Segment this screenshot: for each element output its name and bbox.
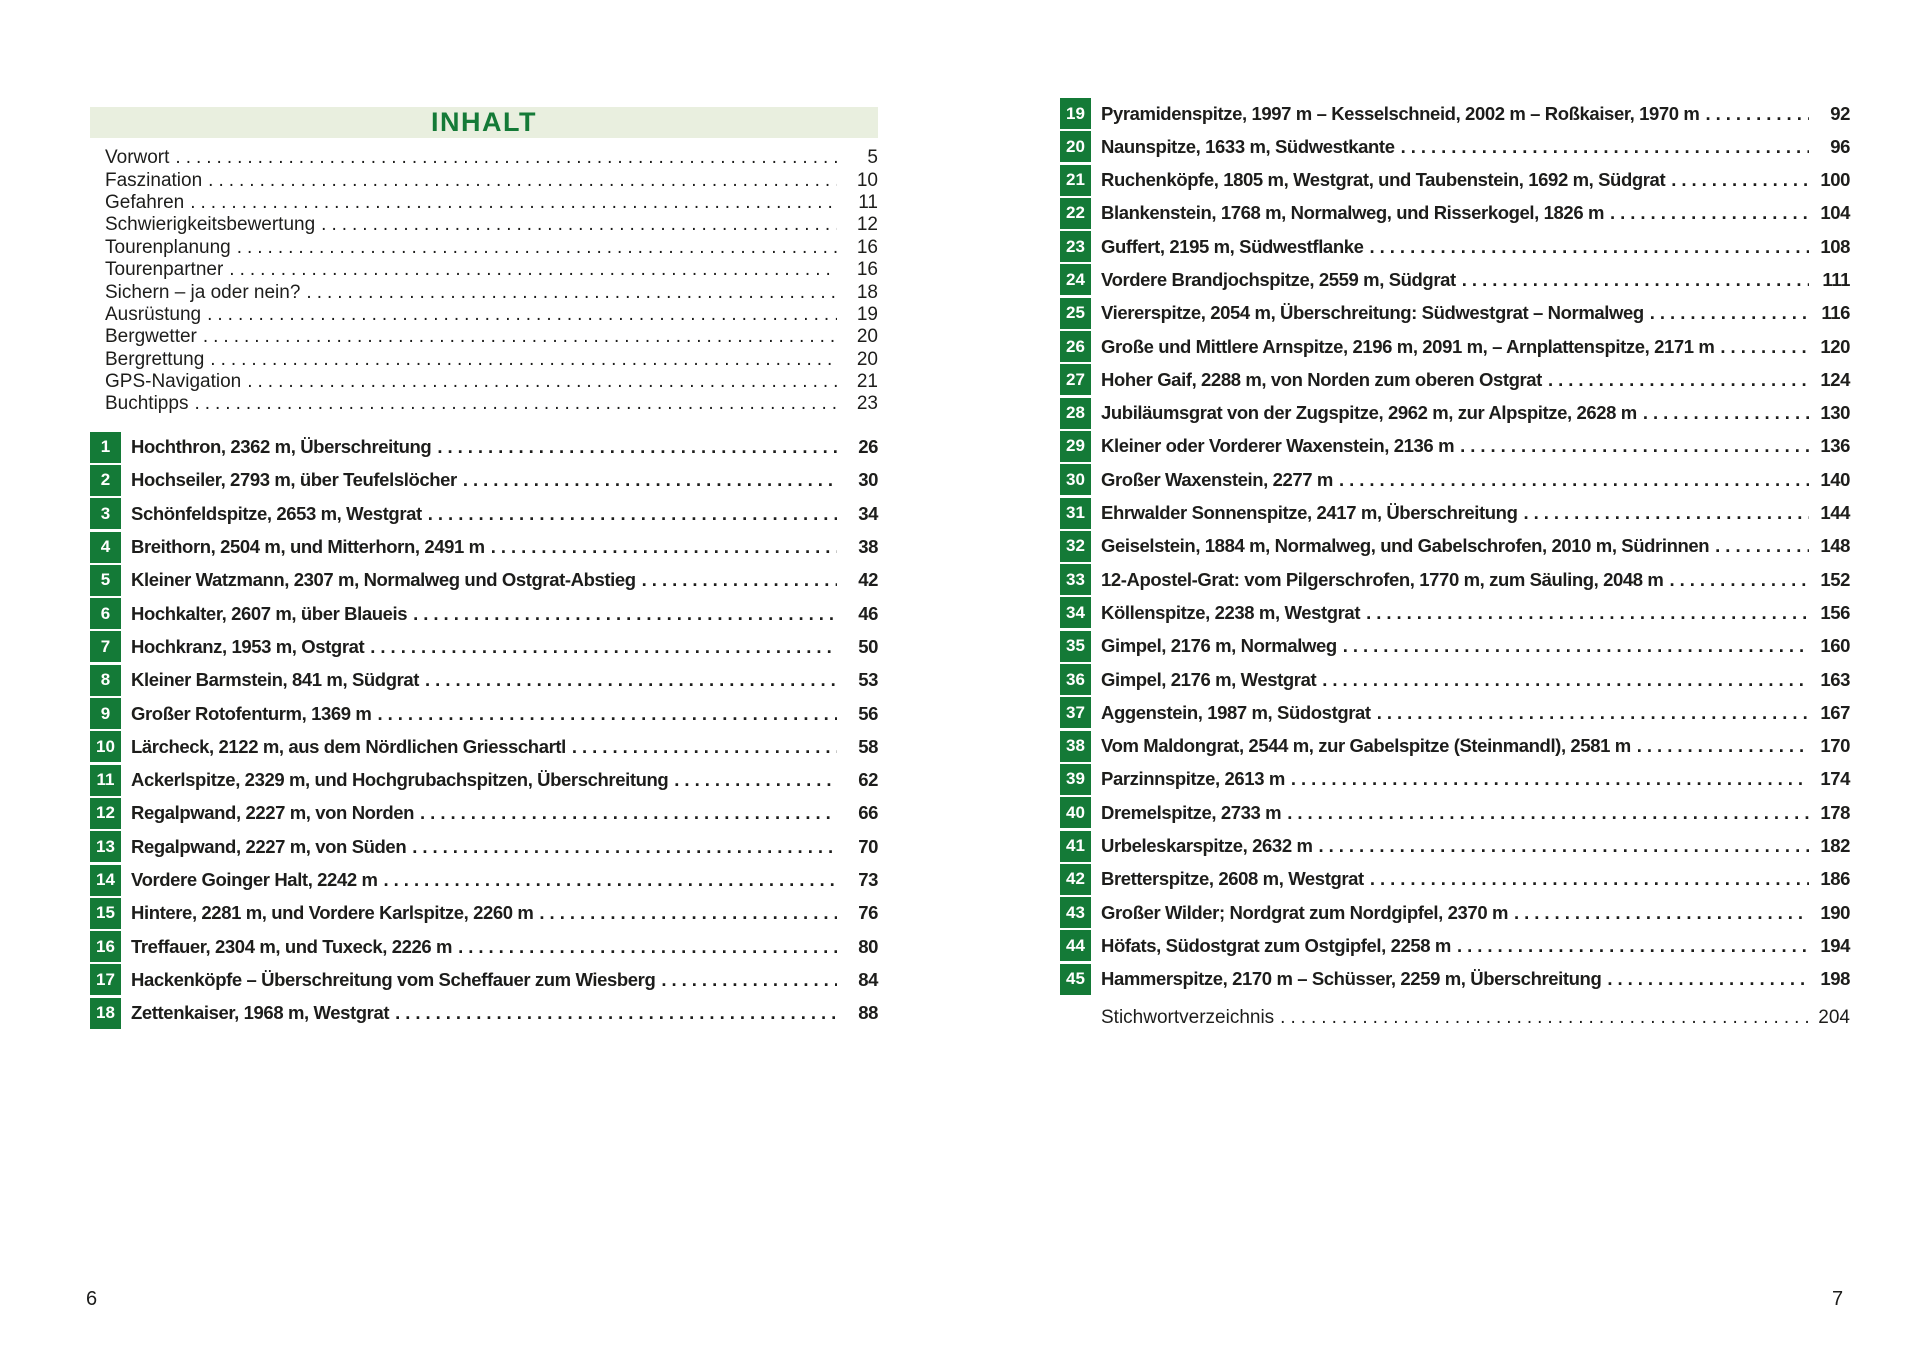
entry-number-badge: 42 [1060, 864, 1091, 895]
toc-entry-title: Vordere Goinger Halt, 2242 m [131, 869, 378, 891]
toc-entry-title: Regalpwand, 2227 m, von Süden [131, 835, 407, 857]
dot-leader [642, 569, 837, 591]
toc-entry-page-number: 16 [856, 259, 878, 281]
toc-entry-page-number: 76 [858, 902, 878, 924]
entry-number-badge: 34 [1060, 597, 1091, 628]
toc-entry-row [90, 432, 878, 463]
toc-entry-page-number: 26 [858, 436, 878, 458]
toc-entry-page-number: 170 [1820, 735, 1850, 757]
entry-number-badge: 33 [1060, 564, 1091, 595]
toc-entry-row [90, 731, 878, 762]
toc-entry-page-number: 160 [1820, 635, 1850, 657]
entry-number-badge: 23 [1060, 231, 1091, 262]
entry-number-badge: 38 [1060, 731, 1091, 762]
toc-entry-row [90, 964, 878, 995]
toc-entry-title: 12-Apostel-Grat: vom Pilgerschrofen, 1770 m, zum Säuling, 2048 m [1101, 568, 1664, 590]
toc-entry-row [1060, 831, 1850, 862]
toc-entry-row [1060, 98, 1850, 129]
toc-entry-page-number: 12 [856, 214, 878, 236]
toc-entry-row [1060, 664, 1850, 695]
toc-entry-row [90, 798, 878, 829]
toc-entry-page-number: 148 [1820, 535, 1850, 557]
dot-leader [428, 503, 837, 525]
toc-entry-page-number: 120 [1820, 335, 1850, 357]
entry-number-badge: 12 [90, 798, 121, 829]
toc-entry-page-number: 174 [1820, 768, 1850, 790]
toc-entry-page-number: 190 [1820, 901, 1850, 923]
toc-entry-page-number: 38 [858, 536, 878, 558]
tour-entries-left [90, 432, 878, 1029]
toc-entry-page-number: 20 [856, 348, 878, 370]
toc-entry-page-number: 130 [1820, 402, 1850, 424]
entry-number-badge: 20 [1060, 131, 1091, 162]
toc-entry-label: Buchtipps [105, 393, 189, 415]
toc-entry-row [90, 931, 878, 962]
entry-number-badge: 31 [1060, 498, 1091, 529]
toc-entry-title: Hackenköpfe – Überschreitung vom Scheffauer zum Wiesberg [131, 968, 656, 990]
toc-entry-label: Tourenpartner [105, 259, 224, 281]
toc-front-matter-row [105, 393, 878, 415]
toc-entry-page-number: 34 [858, 502, 878, 524]
entry-number-badge: 27 [1060, 364, 1091, 395]
toc-entry-page-number: 11 [858, 191, 878, 213]
toc-entry-page-number: 198 [1820, 968, 1850, 990]
toc-entry-title: Geiselstein, 1884 m, Normalweg, und Gabelschrofen, 2010 m, Südrinnen [1101, 535, 1710, 557]
toc-entry-row [90, 665, 878, 696]
entry-number-badge: 4 [90, 532, 121, 563]
toc-entry-row [90, 865, 878, 896]
toc-entry-title: Hochthron, 2362 m, Überschreitung [131, 436, 432, 458]
toc-entry-row [90, 565, 878, 596]
toc-entry-page-number: 70 [858, 835, 878, 857]
toc-entry-page-number: 42 [858, 569, 878, 591]
toc-entry-page-number: 116 [1821, 302, 1850, 324]
dot-leader [175, 147, 837, 169]
toc-entry-page-number: 163 [1820, 668, 1850, 690]
toc-entry-page-number: 80 [858, 935, 878, 957]
toc-entry-title: Gimpel, 2176 m, Westgrat [1101, 668, 1317, 690]
dot-leader [1401, 136, 1809, 158]
dot-leader [437, 436, 837, 458]
dot-leader [413, 603, 837, 625]
toc-front-matter-row [1101, 1003, 1850, 1034]
toc-entry-page-number: 88 [858, 1002, 878, 1024]
dot-leader [420, 802, 837, 824]
toc-entry-page-number: 19 [856, 303, 878, 325]
toc-entry-page-number: 111 [1822, 268, 1850, 290]
toc-entry-row [90, 698, 878, 729]
dot-leader [1610, 202, 1809, 224]
toc-entry-title: Zettenkaiser, 1968 m, Westgrat [131, 1002, 390, 1024]
toc-front-matter-row [105, 326, 878, 348]
dot-leader [395, 1002, 837, 1024]
toc-front-matter-row [105, 281, 878, 303]
toc-entry-title: Große und Mittlere Arnspitze, 2196 m, 2091 m, – Arnplattenspitze, 2171 m [1101, 335, 1715, 357]
toc-entry-title: Hintere, 2281 m, und Vordere Karlspitze, 2260 m [131, 902, 534, 924]
toc-entry-label: Stichwortverzeichnis [1101, 1007, 1275, 1029]
toc-entry-page-number: 84 [858, 968, 878, 990]
entry-number-badge: 17 [90, 964, 121, 995]
toc-entry-page-number: 182 [1820, 835, 1850, 857]
toc-entry-label: Tourenplanung [105, 236, 231, 258]
toc-entry-title: Viererspitze, 2054 m, Überschreitung: Südwestgrat – Normalweg [1101, 302, 1644, 324]
toc-entry-row [1060, 531, 1850, 562]
toc-entry-title: Aggenstein, 1987 m, Südostgrat [1101, 701, 1371, 723]
toc-entry-title: Hochseiler, 2793 m, über Teufelslöcher [131, 469, 457, 491]
toc-entry-row [90, 532, 878, 563]
dot-leader [1287, 802, 1809, 824]
toc-entry-row [1060, 697, 1850, 728]
toc-entry-label: Vorwort [105, 147, 170, 169]
toc-entry-row [1060, 331, 1850, 362]
toc-entry-title: Gimpel, 2176 m, Normalweg [1101, 635, 1337, 657]
toc-entry-row [1060, 431, 1850, 462]
toc-entry-page-number: 186 [1820, 868, 1850, 890]
entry-number-badge: 30 [1060, 464, 1091, 495]
dot-leader [412, 836, 837, 858]
toc-entry-title: Ehrwalder Sonnenspitze, 2417 m, Überschreitung [1101, 502, 1518, 524]
toc-entry-title: Hochkalter, 2607 m, über Blaueis [131, 602, 408, 624]
toc-entry-row [1060, 564, 1850, 595]
toc-entry-page-number: 16 [856, 236, 878, 258]
entry-number-badge: 19 [1060, 98, 1091, 129]
toc-entry-title: Kleiner oder Vorderer Waxenstein, 2136 m [1101, 435, 1455, 457]
toc-entry-row [1060, 364, 1850, 395]
entry-number-badge: 22 [1060, 198, 1091, 229]
toc-entry-page-number: 30 [858, 469, 878, 491]
dot-leader [1650, 302, 1809, 324]
toc-front-matter-row [105, 147, 878, 169]
toc-entry-page-number: 152 [1820, 568, 1850, 590]
right-page-folio: 7 [1832, 1288, 1844, 1310]
left-page [90, 107, 878, 1029]
toc-entry-page-number: 20 [856, 326, 878, 348]
dot-leader [1457, 935, 1809, 957]
toc-entry-row [1060, 298, 1850, 329]
back-matter-list [1060, 1003, 1850, 1034]
entry-number-badge: 14 [90, 865, 121, 896]
toc-entry-row [1060, 464, 1850, 495]
toc-entry-row [1060, 131, 1850, 162]
toc-entry-page-number: 46 [858, 602, 878, 624]
toc-entry-page-number: 167 [1820, 701, 1850, 723]
dot-leader [194, 393, 837, 415]
entry-number-badge: 2 [90, 465, 121, 496]
toc-entry-title: Bretterspitze, 2608 m, Westgrat [1101, 868, 1364, 890]
toc-entry-label: GPS-Navigation [105, 371, 242, 393]
dot-leader [458, 936, 837, 958]
toc-entry-title: Blankenstein, 1768 m, Normalweg, und Risserkogel, 1826 m [1101, 202, 1604, 224]
toc-entry-row [1060, 165, 1850, 196]
entry-number-badge: 7 [90, 631, 121, 662]
toc-entry-title: Guffert, 2195 m, Südwestflanke [1101, 235, 1364, 257]
dot-leader [1366, 602, 1809, 624]
toc-entry-title: Naunspitze, 1633 m, Südwestkante [1101, 135, 1395, 157]
entry-number-badge: 11 [90, 765, 121, 796]
toc-front-matter-row [105, 349, 878, 371]
dot-leader [306, 282, 837, 304]
toc-entry-page-number: 23 [856, 393, 878, 415]
toc-front-matter-row [105, 214, 878, 236]
dot-leader [1339, 469, 1809, 491]
front-matter-list [90, 147, 878, 416]
dot-leader [674, 769, 837, 791]
entry-number-badge: 26 [1060, 331, 1091, 362]
toc-entry-row [1060, 930, 1850, 961]
toc-entry-row [1060, 231, 1850, 262]
toc-entry-page-number: 96 [1830, 135, 1850, 157]
toc-entry-page-number: 50 [858, 635, 878, 657]
dot-leader [1514, 902, 1809, 924]
toc-entry-title: Regalpwand, 2227 m, von Norden [131, 802, 415, 824]
entry-number-badge: 37 [1060, 697, 1091, 728]
toc-entry-row [90, 631, 878, 662]
dot-leader [1322, 669, 1809, 691]
toc-entry-title: Ackerlspitze, 2329 m, und Hochgrubachspitzen, Überschreitung [131, 769, 669, 791]
toc-entry-row [1060, 498, 1850, 529]
toc-entry-page-number: 140 [1820, 468, 1850, 490]
dot-leader [229, 259, 837, 281]
dot-leader [1370, 236, 1809, 258]
dot-leader [1548, 369, 1809, 391]
dot-leader [1705, 103, 1809, 125]
toc-entry-title: Treffauer, 2304 m, und Tuxeck, 2226 m [131, 935, 453, 957]
toc-front-matter-row [105, 237, 878, 259]
entry-number-badge: 32 [1060, 531, 1091, 562]
dot-leader [237, 237, 837, 259]
toc-entry-row [1060, 731, 1850, 762]
dot-leader [1462, 269, 1809, 291]
toc-entry-page-number: 194 [1820, 934, 1850, 956]
toc-entry-label: Faszination [105, 169, 203, 191]
entry-number-badge: 3 [90, 498, 121, 529]
entry-number-badge: 13 [90, 831, 121, 862]
toc-entry-page-number: 124 [1820, 368, 1850, 390]
entry-number-badge: 40 [1060, 797, 1091, 828]
entry-number-badge: 6 [90, 598, 121, 629]
toc-entry-row [1060, 964, 1850, 995]
toc-entry-page-number: 144 [1820, 502, 1850, 524]
toc-entry-title: Dremelspitze, 2733 m [1101, 801, 1282, 823]
entry-number-badge: 35 [1060, 631, 1091, 662]
toc-entry-title: Pyramidenspitze, 1997 m – Kesselschneid, 2002 m – Roßkaiser, 1970 m [1101, 102, 1700, 124]
dot-leader [210, 349, 837, 371]
entry-number-badge: 39 [1060, 764, 1091, 795]
dot-leader [1370, 868, 1809, 890]
entry-number-badge: 8 [90, 665, 121, 696]
dot-leader [370, 636, 837, 658]
dot-leader [1607, 968, 1809, 990]
dot-leader [425, 669, 837, 691]
entry-number-badge: 43 [1060, 897, 1091, 928]
dot-leader [203, 326, 837, 348]
toc-entry-page-number: 100 [1820, 169, 1850, 191]
entry-number-badge: 5 [90, 565, 121, 596]
toc-entry-page-number: 136 [1820, 435, 1850, 457]
dot-leader [1720, 336, 1809, 358]
toc-entry-page-number: 18 [856, 281, 878, 303]
toc-entry-page-number: 156 [1820, 601, 1850, 623]
dot-leader [1669, 569, 1809, 591]
dot-leader [207, 304, 837, 326]
entry-number-badge: 10 [90, 731, 121, 762]
toc-entry-page-number: 66 [858, 802, 878, 824]
toc-entry-row [90, 998, 878, 1029]
entry-number-badge: 9 [90, 698, 121, 729]
dot-leader [1523, 502, 1809, 524]
toc-entry-label: Gefahren [105, 191, 185, 213]
toc-front-matter-row [105, 169, 878, 191]
entry-number-badge: 36 [1060, 664, 1091, 695]
toc-entry-title: Hammerspitze, 2170 m – Schüsser, 2259 m, Überschreitung [1101, 968, 1602, 990]
dot-leader [1637, 735, 1809, 757]
entry-number-badge: 1 [90, 432, 121, 463]
dot-leader [1291, 768, 1809, 790]
toc-entry-page-number: 73 [858, 869, 878, 891]
toc-entry-title: Vom Maldongrat, 2544 m, zur Gabelspitze (Steinmandl), 2581 m [1101, 735, 1631, 757]
toc-entry-title: Kleiner Watzmann, 2307 m, Normalweg und Ostgrat-Abstieg [131, 569, 636, 591]
toc-entry-page-number: 104 [1820, 202, 1850, 224]
toc-entry-label: Bergrettung [105, 348, 205, 370]
toc-entry-label: Bergwetter [105, 326, 197, 348]
toc-entry-row [1060, 864, 1850, 895]
dot-leader [1671, 169, 1809, 191]
toc-entry-row [90, 765, 878, 796]
toc-entry-row [90, 831, 878, 862]
toc-entry-title: Lärcheck, 2122 m, aus dem Nördlichen Griesschartl [131, 735, 566, 757]
toc-entry-row [1060, 398, 1850, 429]
dot-leader [1280, 1007, 1809, 1029]
dot-leader [208, 170, 837, 192]
toc-entry-page-number: 58 [858, 735, 878, 757]
entry-number-badge: 16 [90, 931, 121, 962]
right-page [1060, 98, 1850, 1034]
toc-entry-title: Urbeleskarspitze, 2632 m [1101, 835, 1313, 857]
entry-number-badge: 29 [1060, 431, 1091, 462]
entry-number-badge: 21 [1060, 165, 1091, 196]
entry-number-badge: 15 [90, 898, 121, 929]
dot-leader [572, 736, 837, 758]
toc-entry-page-number: 56 [858, 702, 878, 724]
dot-leader [247, 371, 837, 393]
toc-entry-row [1060, 597, 1850, 628]
entry-number-badge: 18 [90, 998, 121, 1029]
toc-entry-title: Breithorn, 2504 m, und Mitterhorn, 2491 m [131, 536, 485, 558]
entry-number-badge: 28 [1060, 398, 1091, 429]
toc-entry-title: Vordere Brandjochspitze, 2559 m, Südgrat [1101, 268, 1456, 290]
dot-leader [1319, 835, 1810, 857]
entry-number-badge: 44 [1060, 930, 1091, 961]
toc-entry-page-number: 178 [1820, 801, 1850, 823]
dot-leader [661, 969, 837, 991]
toc-entry-title: Parzinnspitze, 2613 m [1101, 768, 1285, 790]
dot-leader [1343, 635, 1809, 657]
toc-entry-row [90, 465, 878, 496]
dot-leader [190, 192, 837, 214]
toc-entry-title: Höfats, Südostgrat zum Ostgipfel, 2258 m [1101, 934, 1451, 956]
toc-entry-title: Köllenspitze, 2238 m, Westgrat [1101, 601, 1361, 623]
toc-entry-row [1060, 797, 1850, 828]
dot-leader [384, 869, 837, 891]
toc-front-matter-row [105, 259, 878, 281]
dot-leader [463, 469, 837, 491]
toc-entry-title: Schönfeldspitze, 2653 m, Westgrat [131, 502, 422, 524]
toc-entry-page-number: 53 [858, 669, 878, 691]
entry-number-badge: 45 [1060, 964, 1091, 995]
toc-front-matter-row [105, 192, 878, 214]
toc-entry-row [1060, 897, 1850, 928]
dot-leader [377, 703, 837, 725]
toc-entry-row [1060, 198, 1850, 229]
dot-leader [491, 536, 837, 558]
toc-entry-label: Schwierigkeitsbewertung [105, 214, 316, 236]
toc-entry-title: Ruchenköpfe, 1805 m, Westgrat, und Taubenstein, 1692 m, Südgrat [1101, 169, 1666, 191]
toc-entry-page-number: 21 [856, 371, 878, 393]
dot-leader [1643, 402, 1809, 424]
dot-leader [1377, 702, 1809, 724]
toc-entry-row [1060, 631, 1850, 662]
toc-entry-title: Hochkranz, 1953 m, Ostgrat [131, 635, 365, 657]
toc-entry-title: Großer Waxenstein, 2277 m [1101, 468, 1333, 490]
toc-entry-title: Hoher Gaif, 2288 m, von Norden zum oberen Ostgrat [1101, 368, 1542, 390]
toc-entry-label: Sichern – ja oder nein? [105, 281, 301, 303]
toc-entry-label: Ausrüstung [105, 303, 202, 325]
tour-entries-right [1060, 98, 1850, 995]
contents-header-bar [90, 107, 878, 138]
toc-entry-page-number: 10 [856, 169, 878, 191]
entry-number-badge: 25 [1060, 298, 1091, 329]
toc-entry-row [90, 498, 878, 529]
toc-entry-row [90, 598, 878, 629]
dot-leader [539, 902, 837, 924]
toc-entry-title: Großer Wilder; Nordgrat zum Nordgipfel, 2370 m [1101, 901, 1508, 923]
toc-entry-title: Jubiläumsgrat von der Zugspitze, 2962 m, zur Alpspitze, 2628 m [1101, 402, 1637, 424]
toc-entry-title: Kleiner Barmstein, 841 m, Südgrat [131, 669, 420, 691]
entry-number-badge: 41 [1060, 831, 1091, 862]
contents-title: INHALT [431, 107, 537, 137]
dot-leader [1715, 535, 1809, 557]
toc-entry-page-number: 204 [1818, 1007, 1850, 1029]
dot-leader [1460, 435, 1809, 457]
dot-leader [321, 214, 837, 236]
entry-number-badge: 24 [1060, 264, 1091, 295]
toc-entry-title: Großer Rotofenturm, 1369 m [131, 702, 372, 724]
toc-front-matter-row [105, 304, 878, 326]
toc-entry-page-number: 92 [1830, 102, 1850, 124]
toc-front-matter-row [105, 371, 878, 393]
toc-entry-page-number: 62 [858, 769, 878, 791]
toc-entry-page-number: 5 [867, 147, 878, 169]
toc-entry-row [1060, 264, 1850, 295]
left-page-folio: 6 [86, 1288, 98, 1310]
toc-entry-row [1060, 764, 1850, 795]
toc-entry-row [90, 898, 878, 929]
toc-entry-page-number: 108 [1820, 235, 1850, 257]
